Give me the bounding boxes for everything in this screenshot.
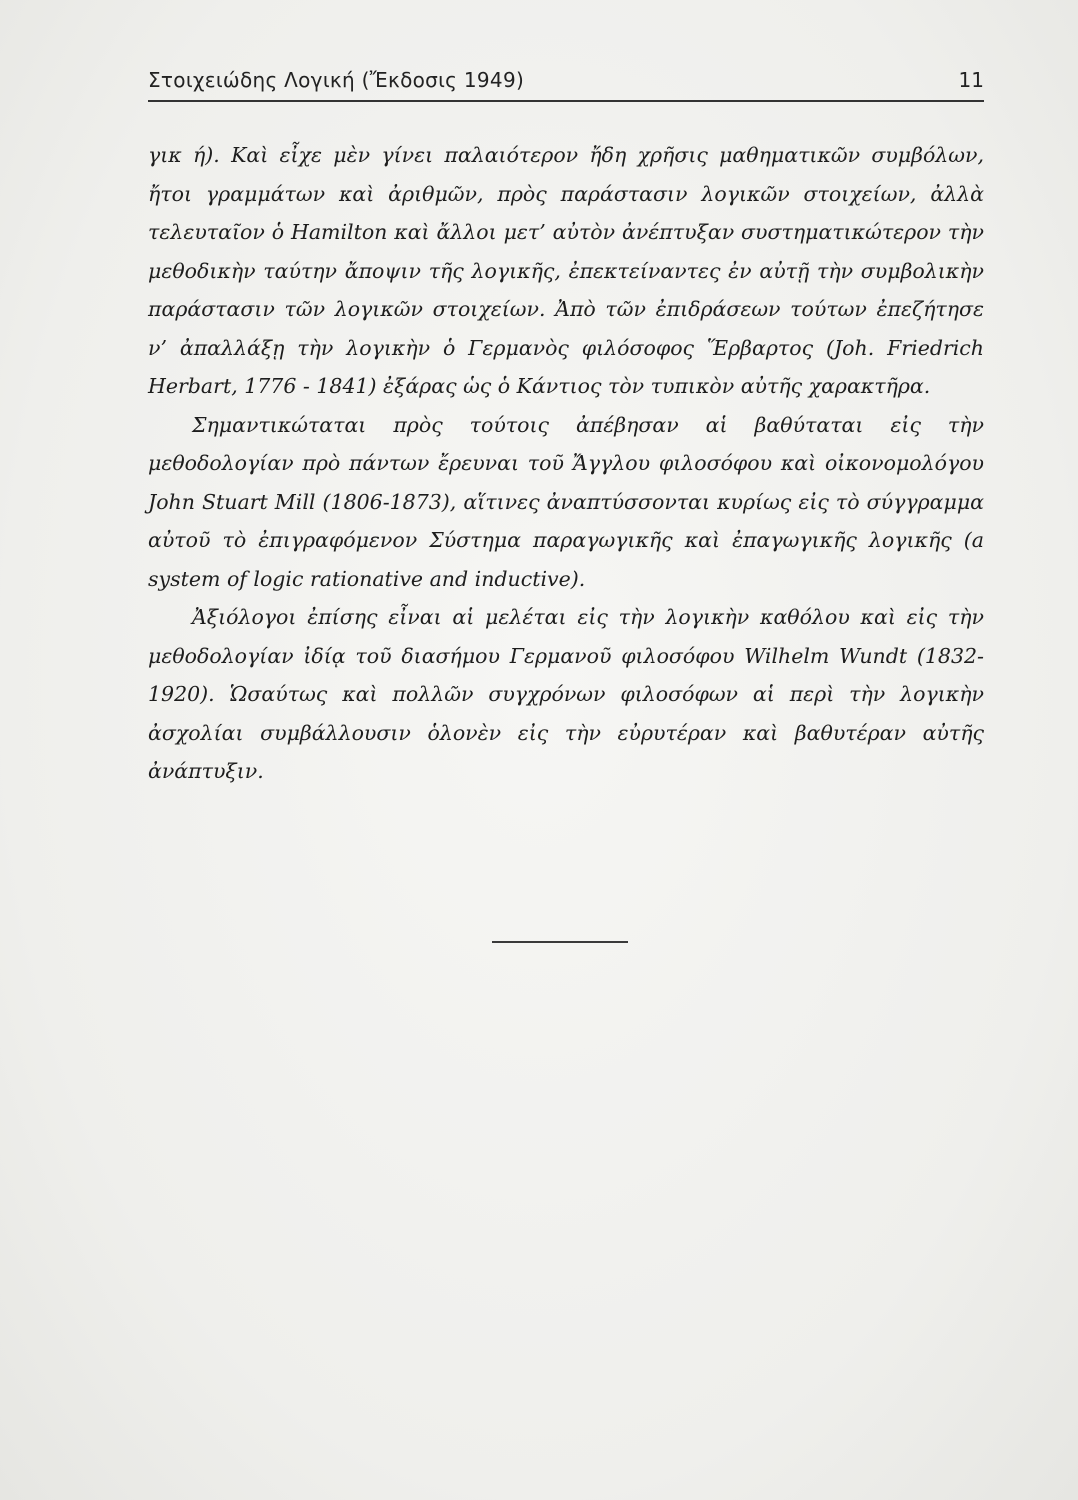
running-title: Στοιχειώδης Λογική (Ἔκδοσις 1949)	[148, 68, 525, 92]
paragraph-mill: Σημαντικώταται πρὸς τούτοις ἀπέβησαν αἱ βαθύταται εἰς τὴν μεθοδολογίαν πρὸ πάντων ἔρευναι τοῦ Ἄγγλου φιλοσόφου καὶ οἰκονομολόγου John Stuart Mill (1806-1873), αἵτινες ἀναπτύσσονται κυρίως εἰς τὸ σύγγραμμα αὐτοῦ τὸ ἐπιγραφόμενον Σύστημα παραγωγικῆς καὶ ἐπαγωγικῆς λογικῆς (a system of logic rationative and inductive).	[148, 412, 984, 591]
body-text	[148, 136, 984, 791]
paragraph-continued: γικ ή). Καὶ εἶχε μὲν γίνει παλαιότερον ἤδη χρῆσις μαθηματικῶν συμβόλων, ἤτοι γραμμάτων καὶ ἀριθμῶν, πρὸς παράστασιν λογικῶν στοιχείων, ἀλλὰ τελευταῖον ὁ Hamilton καὶ ἄλλοι μετ’ αὐτὸν ἀνέπτυξαν συστηματικώτερον τὴν μεθοδικὴν ταύτην ἄποψιν τῆς λογικῆς, ἐπεκτείναντες ἐν αὐτῇ τὴν συμβολικὴν παράστασιν τῶν λογικῶν στοιχείων. Ἀπὸ τῶν ἐπιδράσεων τούτων ἐπεζήτησε ν’ ἀπαλλάξῃ τὴν λογικὴν ὁ Γερμανὸς φιλόσοφος Ἕρβαρτος (Joh. Friedrich Herbart, 1776 - 1841) ἐξάρας ὡς ὁ Κάντιος τὸν τυπικὸν αὐτῆς χαρακτῆρα.	[148, 143, 984, 398]
section-end-rule	[492, 941, 628, 943]
running-header	[148, 68, 984, 106]
header-rule	[148, 100, 984, 102]
page-number: 11	[958, 68, 984, 92]
paragraph-wundt: Ἀξιόλογοι ἐπίσης εἶναι αἱ μελέται εἰς τὴν λογικὴν καθόλου καὶ εἰς τὴν μεθοδολογίαν ἰδίᾳ τοῦ διασήμου Γερμανοῦ φιλοσόφου Wilhelm Wundt (1832-1920). Ὡσαύτως καὶ πολλῶν συγχρόνων φιλοσόφων αἱ περὶ τὴν λογικὴν ἀσχολίαι συμβάλλουσιν ὁλονὲν εἰς τὴν εὐρυτέραν καὶ βαθυτέραν αὐτῆς ἀνάπτυξιν.	[148, 605, 984, 783]
